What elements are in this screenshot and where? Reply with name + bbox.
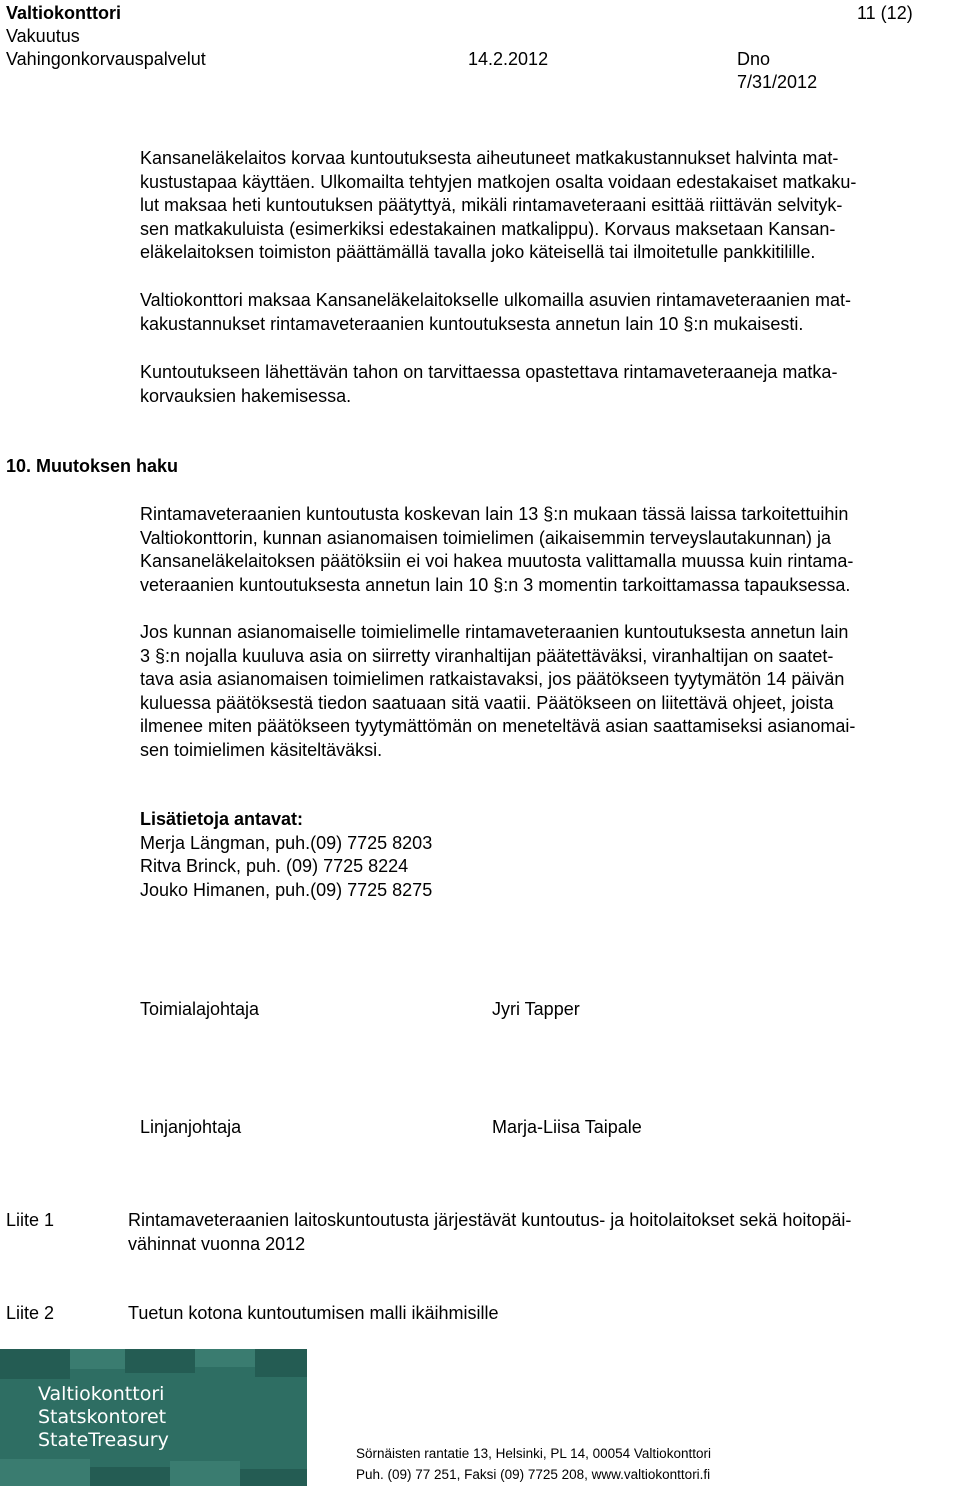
text-line: 3 §:n nojalla kuuluva asia on siirretty viranhaltijan päätettäväksi, viranhaltijan on saatet- bbox=[140, 645, 834, 666]
logo-text bbox=[38, 1383, 169, 1452]
text-line: vähinnat vuonna 2012 bbox=[128, 1233, 306, 1254]
footer-address: Sörnäisten rantatie 13, Helsinki, PL 14, 00054 Valtiokonttori bbox=[356, 1446, 711, 1461]
paragraph-municipal-decision bbox=[140, 621, 958, 762]
text-line: Kuntoutukseen lähettävän tahon on tarvittaessa opastettava rintamaveteraaneja matka- bbox=[140, 362, 838, 382]
header-unit: Vakuutus bbox=[6, 26, 80, 46]
contacts-block bbox=[140, 808, 432, 902]
attachment-title bbox=[128, 1302, 499, 1326]
text-line: Valtiokonttorin, kunnan asianomaisen toimielimen (aikaisemmin terveyslautakunnan) ja bbox=[140, 527, 832, 548]
contacts-heading: Lisätietoja antavat: bbox=[140, 809, 304, 829]
attachment-label: Liite 1 bbox=[6, 1210, 55, 1230]
text-line: Rintamaveteraanien kuntoutusta koskevan lain 13 §:n mukaan tässä laissa tarkoitettuihin bbox=[140, 504, 849, 524]
paragraph-abroad-costs bbox=[140, 289, 958, 336]
signature-name: Jyri Tapper bbox=[492, 999, 580, 1019]
valtiokonttori-logo bbox=[0, 1349, 307, 1486]
contact-person: Ritva Brinck, puh. (09) 7725 8224 bbox=[140, 856, 409, 876]
header-date-secondary: 7/31/2012 bbox=[737, 72, 818, 92]
text-line: kakustannukset rintamaveteraanien kuntoutuksesta annetun lain 10 §:n mukaisesti. bbox=[140, 313, 804, 334]
paragraph-guidance bbox=[140, 361, 958, 408]
signature-title: Linjanjohtaja bbox=[140, 1117, 242, 1137]
text-line: korvauksien hakemisessa. bbox=[140, 385, 352, 406]
text-line: ilmenee miten päätökseen tyytymättömän on meneteltävä asian saattamiseksi asianomai- bbox=[140, 716, 856, 736]
text-line: lut maksaa heti kuntoutuksen päätyttyä, mikäli rintamaveteraani esittää riittävän selvityk- bbox=[140, 195, 843, 215]
text-line: eläkelaitoksen toimiston päättämällä tavalla joko käteisellä tai ilmoitetulle pankkitilille. bbox=[140, 242, 816, 262]
section-heading: 10. Muutoksen haku bbox=[6, 456, 179, 476]
paragraph-travel-costs bbox=[140, 147, 958, 265]
signature-title: Toimialajohtaja bbox=[140, 999, 260, 1019]
footer-phone: Puh. (09) 77 251, Faksi (09) 7725 208, www.valtiokonttori.fi bbox=[356, 1467, 711, 1482]
text-line: Jos kunnan asianomaiselle toimielimelle rintamaveteraanien kuntoutuksesta annetun lain bbox=[140, 622, 849, 642]
text-line: Kansaneläkelaitos korvaa kuntoutuksesta aiheutuneet matkakustannukset halvinta mat- bbox=[140, 148, 839, 168]
paragraph-appeal bbox=[140, 503, 958, 597]
text-line: sen matkakuluista (esimerkiksi edestakainen matkalippu). Korvaus maksetaan Kansan- bbox=[140, 218, 836, 239]
header-dept: Vahingonkorvauspalvelut bbox=[6, 49, 206, 69]
footer-contact bbox=[356, 1443, 711, 1485]
text-line: kustustapaa käyttäen. Ulkomailta tehtyjen matkojen osalta voidaan edestakaiset matkaku- bbox=[140, 171, 857, 192]
text-line: tava asia asianomaisen toimielimen ratkaistavaksi, jos päätökseen tyytymätön 14 päivän bbox=[140, 669, 845, 689]
contact-person: Merja Längman, puh.(09) 7725 8203 bbox=[140, 832, 433, 853]
logo-line: Statskontoret bbox=[38, 1406, 167, 1428]
logo-line: StateTreasury bbox=[38, 1429, 169, 1451]
text-line: veteraanien kuntoutuksesta annetun lain 10 §:n 3 momentin tarkoittamassa tapauksessa. bbox=[140, 574, 851, 595]
attachment-title bbox=[128, 1209, 958, 1256]
text-line: Tuetun kotona kuntoutumisen malli ikäihmisille bbox=[128, 1303, 499, 1323]
contact-person: Jouko Himanen, puh.(09) 7725 8275 bbox=[140, 879, 433, 900]
page-number: 11 (12) bbox=[857, 3, 913, 23]
text-line: Rintamaveteraanien laitoskuntoutusta järjestävät kuntoutus- ja hoitolaitokset sekä hoitopäi- bbox=[128, 1210, 852, 1230]
header-dno-label: Dno bbox=[737, 49, 771, 69]
text-line: kuluessa päätöksestä tiedon saatuaan sitä vaatii. Päätökseen on liitettävä ohjeet, joista bbox=[140, 692, 834, 713]
header-date: 14.2.2012 bbox=[468, 49, 549, 69]
header-org: Valtiokonttori bbox=[6, 3, 122, 23]
text-line: Valtiokonttori maksaa Kansaneläkelaitokselle ulkomailla asuvien rintamaveteraanien mat- bbox=[140, 290, 852, 310]
text-line: Kansaneläkelaitoksen päätöksiin ei voi hakea muutosta valittamalla muussa kuin rintama- bbox=[140, 551, 854, 571]
attachment-label: Liite 2 bbox=[6, 1303, 55, 1323]
signature-name: Marja-Liisa Taipale bbox=[492, 1117, 642, 1137]
text-line: sen toimielimen käsiteltäväksi. bbox=[140, 739, 383, 760]
logo-line: Valtiokonttori bbox=[38, 1383, 165, 1405]
